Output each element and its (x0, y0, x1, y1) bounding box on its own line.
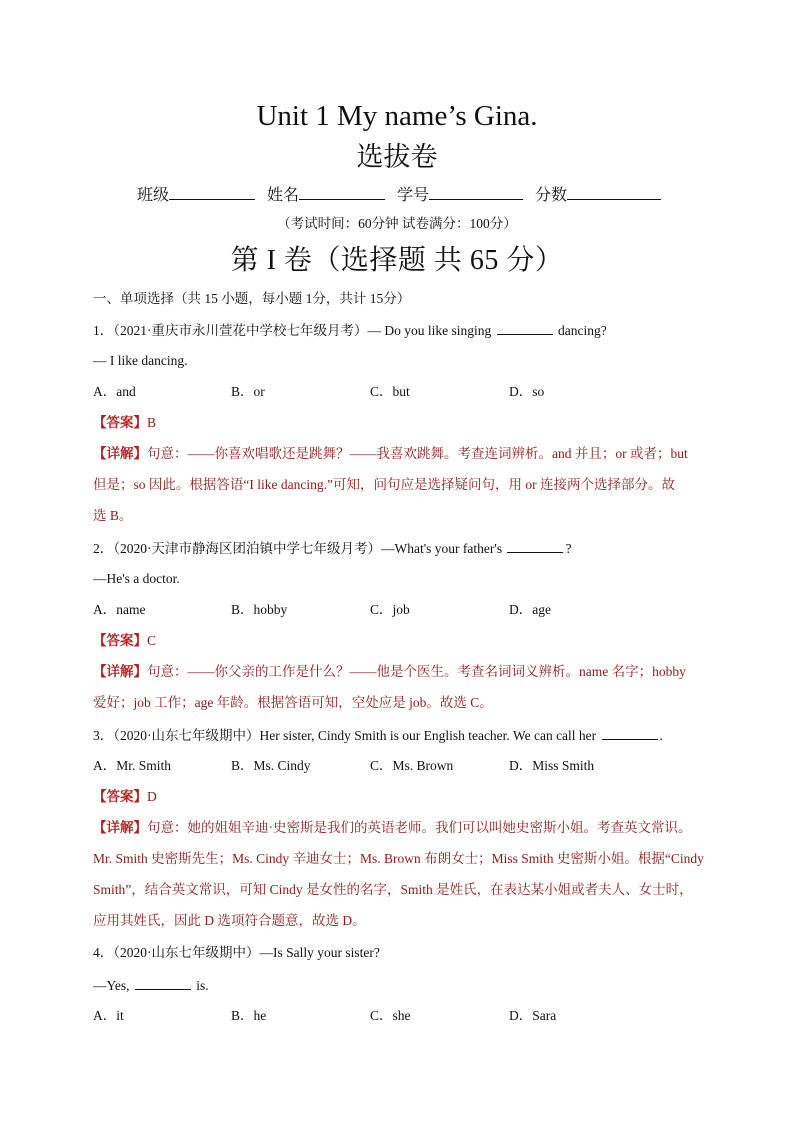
question-1-stem: 1．（2021·重庆市永川萱花中学校七年级月考）— Do you like singing dancing? (93, 320, 607, 341)
option-c[interactable]: C．but (370, 384, 410, 399)
detail-line: 爱好；job 工作；age 年龄。根据答语可知，空处应是 job。故选 C。 (93, 695, 493, 710)
page-subtitle: 选拔卷 (356, 142, 438, 172)
question-2-stem: 2．（2020·天津市静海区团泊镇中学七年级月考）—What's your father's ? (93, 538, 571, 559)
option-c[interactable]: C．Ms. Brown (370, 758, 454, 773)
score-blank[interactable] (567, 183, 661, 200)
question-1-reply: — I like dancing. (93, 353, 188, 368)
option-b[interactable]: B．or (231, 384, 265, 399)
option-d[interactable]: D．age (509, 602, 551, 617)
question-3-stem: 3．（2020·山东七年级期中）Her sister, Cindy Smith is our English teacher. We can call her . (93, 725, 663, 746)
class-label: 班级 (137, 187, 170, 204)
answer-value: D (147, 789, 157, 804)
option-b[interactable]: B．hobby (231, 602, 288, 617)
student-id-blank[interactable] (429, 183, 523, 200)
detail-line: Mr. Smith 史密斯先生；Ms. Cindy 辛迪女士；Ms. Brown 布朗女士；Miss Smith 史密斯小姐。根据“Cindy (93, 851, 704, 866)
answer-blank (602, 725, 658, 740)
student-info-row (137, 183, 669, 207)
answer-value: B (147, 415, 157, 430)
option-c[interactable]: C．job (370, 602, 410, 617)
exam-info: （考试时间：60分钟 试卷满分：100分） (277, 216, 517, 231)
detail-line: 【详解】句意：她的姐姐辛迪·史密斯是我们的英语老师。我们可以叫她史密斯小姐。考查英文常识。 (93, 820, 692, 835)
answer-blank (497, 320, 553, 335)
option-a[interactable]: A．and (93, 384, 136, 399)
answer-line: 【答案】C (93, 633, 157, 648)
detail-line: 【详解】句意：——你父亲的工作是什么？——他是个医生。考查名词词义辨析。name 名字；hobby (93, 664, 686, 679)
option-a[interactable]: A．it (93, 1008, 124, 1023)
answer-line: 【答案】D (93, 789, 157, 804)
student-id-label: 学号 (397, 187, 430, 204)
answer-value: C (147, 633, 157, 648)
question-4-reply: —Yes, is. (93, 975, 209, 996)
question-4-stem: 4．（2020·山东七年级期中）—Is Sally your sister? (93, 945, 380, 960)
answer-blank (507, 538, 563, 553)
page-title: Unit 1 My name’s Gina. (256, 100, 538, 132)
class-blank[interactable] (169, 183, 255, 200)
name-label: 姓名 (267, 187, 300, 204)
section-title: 第 I 卷（选择题 共 65 分） (230, 245, 564, 276)
option-c[interactable]: C．she (370, 1008, 411, 1023)
option-a[interactable]: A．name (93, 602, 146, 617)
score-label: 分数 (535, 187, 568, 204)
question-2-reply: —He's a doctor. (93, 571, 180, 586)
detail-line: 应用其姓氏，因此 D 选项符合题意，故选 D。 (93, 913, 366, 928)
detail-line: 但是；so 因此。根据答语“I like dancing.”可知，问句应是选择疑问句，用 or 连接两个选择部分。故 (93, 477, 675, 492)
part-heading: 一、单项选择（共 15 小题，每小题 1分，共计 15分） (93, 291, 411, 306)
answer-blank (135, 975, 191, 990)
option-a[interactable]: A．Mr. Smith (93, 758, 172, 773)
option-b[interactable]: B．he (231, 1008, 267, 1023)
option-d[interactable]: D．Miss Smith (509, 758, 595, 773)
detail-line: 【详解】句意：——你喜欢唱歌还是跳舞？——我喜欢跳舞。考查连词辨析。and 并且；or 或者；but (93, 446, 688, 461)
answer-line: 【答案】B (93, 415, 157, 430)
option-d[interactable]: D．Sara (509, 1008, 557, 1023)
detail-line: 选 B。 (93, 508, 133, 523)
option-b[interactable]: B．Ms. Cindy (231, 758, 311, 773)
option-d[interactable]: D．so (509, 384, 545, 399)
name-blank[interactable] (299, 183, 385, 200)
detail-line: Smith”，结合英文常识，可知 Cindy 是女性的名字，Smith 是姓氏，在表达某小姐或者夫人、女士时， (93, 882, 693, 897)
